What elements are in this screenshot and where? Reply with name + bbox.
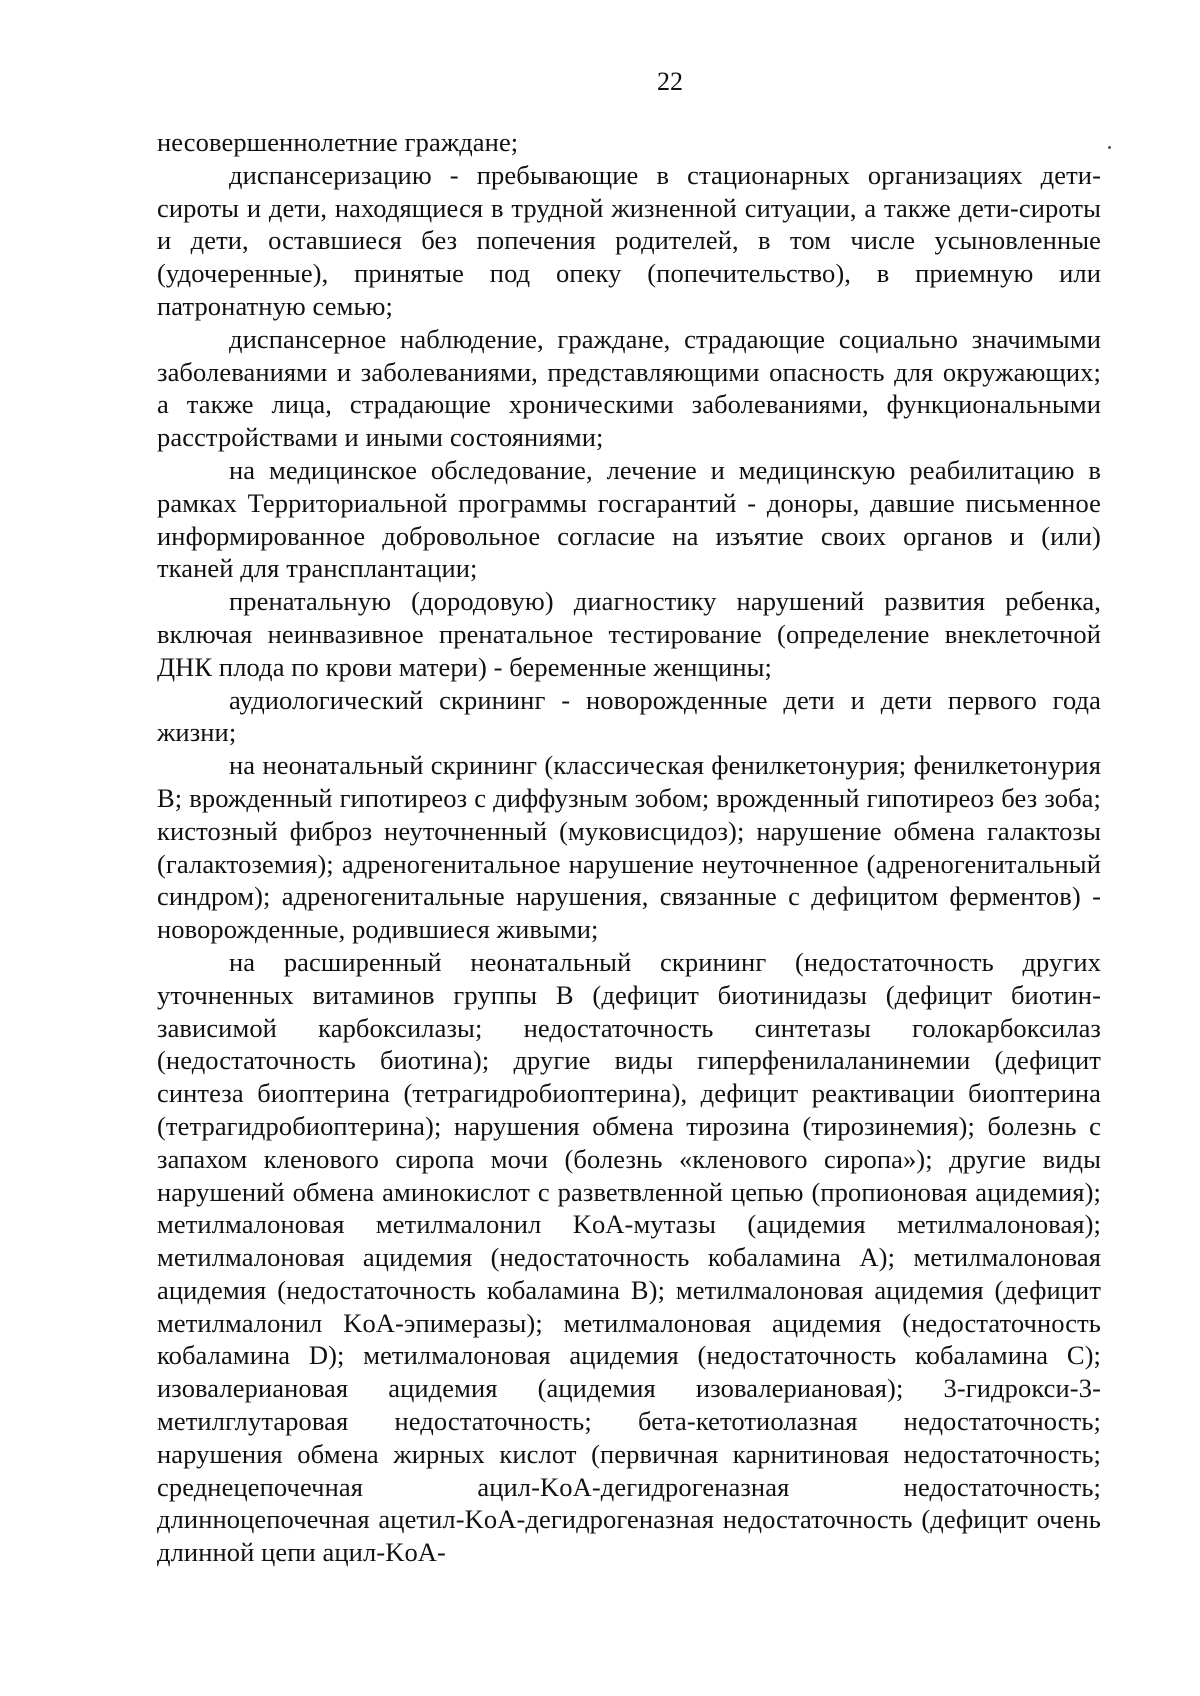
paragraph-audiological-screening: аудиологический скрининг - новорожденные дети и дети первого года жизни; — [157, 684, 1101, 748]
paragraph-extended-neonatal-screening: на расширенный неонатальный скрининг (недостаточность других уточненных витаминов группы B (дефицит биотинидазы (дефицит биотин-зависимой карбоксилазы; недостаточность синтетазы голокарбоксилаз (недостаточность биотина); другие виды гиперфенилаланинемии (дефицит синтеза биоптерина (тетрагидробиоптерина), дефицит реактивации биоптерина (тетрагидробиоптерина); нарушения обмена тирозина (тирозинемия); болезнь с запахом кленового сиропа мочи (болезнь «кленового сиропа»); другие виды нарушений обмена аминокислот с разветвленной цепью (пропионовая ацидемия); метилмалоновая метилмалонил KoA-мутазы (ацидемия метилмалоновая); метилмалоновая ацидемия (недостаточность кобаламина A); метилмалоновая ацидемия (недостаточность кобаламина B); метилмалоновая ацидемия (дефицит метилмалонил KoA-эпимеразы); метилмалоновая ацидемия (недостаточность кобаламина D); метилмалоновая ацидемия (недостаточность кобаламина C); изовалериановая ацидемия (ацидемия изовалериановая); 3-гидрокси-3-метилглутаровая недостаточность; бета-кетотиолазная недостаточность; нарушения обмена жирных кислот (первичная карнитиновая недостаточность; среднецепочечная ацил-KoA-дегидрогеназная недостаточность; длинноцепочечная ацетил-KoA-дегидрогеназная недостаточность (дефицит очень длинной цепи ацил-KoA- — [157, 946, 1101, 1568]
paragraph-prenatal-diagnostics: пренатальную (дородовую) диагностику нарушений развития ребенка, включая неинвазивное пренатальное тестирование (определение внеклеточной ДНК плода по крови матери) - беременные женщины; — [157, 586, 1101, 682]
scan-speck — [1108, 146, 1111, 149]
paragraph-donors: на медицинское обследование, лечение и медицинскую реабилитацию в рамках Территориальной программы госгарантий - доноры, давшие письменное информированное добровольное согласие на изъятие своих органов и (или) тканей для трансплантации; — [157, 454, 1101, 584]
paragraph-dispensary-examination: диспансеризацию - пребывающие в стационарных организациях дети-сироты и дети, находящиеся в трудной жизненной ситуации, а также дети-сироты и дети, оставшиеся без попечения родителей, в том числе усыновленные (удочеренные), принятые под опеку (попечительство), в приемную или патронатную семью; — [157, 159, 1101, 321]
document-body — [157, 126, 1101, 1569]
page-number: 22 — [657, 67, 683, 96]
paragraph-neonatal-screening: на неонатальный скрининг (классическая фенилкетонурия; фенилкетонурия B; врожденный гипотиреоз с диффузным зобом; врожденный гипотиреоз без зоба; кистозный фиброз неуточненный (муковисцидоз); нарушение обмена галактозы (галактоземия); адреногенитальное нарушение неуточненное (адреногенитальный синдром); адреногенитальные нарушения, связанные с дефицитом ферментов) - новорожденные, родившиеся живыми; — [157, 750, 1101, 945]
paragraph-minor-citizens: несовершеннолетние граждане; — [157, 127, 519, 157]
paragraph-dispensary-observation: диспансерное наблюдение, граждане, страдающие социально значимыми заболеваниями и заболеваниями, представляющими опасность для окружающих; а также лица, страдающие хроническими заболеваниями, функциональными расстройствами и иными состояниями; — [157, 323, 1101, 453]
